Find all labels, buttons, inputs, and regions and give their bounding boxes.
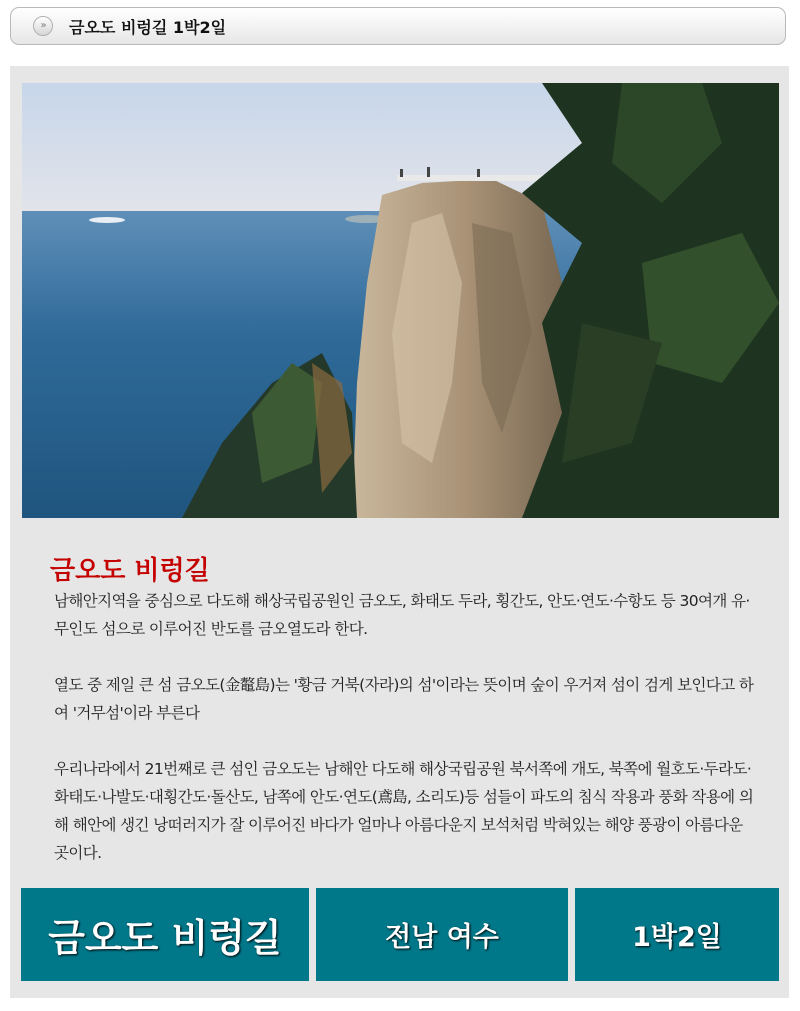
section-title: 금오도 비렁길 [50, 556, 210, 586]
duration-cell: 1박2일 [575, 888, 779, 981]
coastal-cliff-photo [22, 83, 779, 518]
trail-name-cell: 금오도 비렁길 [21, 888, 309, 981]
page-title: 금오도 비렁길 1박2일 [69, 18, 227, 37]
description-paragraph: 남해안지역을 중심으로 다도해 해상국립공원인 금오도, 화태도 두라, 횡간도, 안도·연도·수항도 등 30여개 유· 무인도 섬으로 이루어진 반도를 금오열도라 한다. [54, 592, 750, 638]
title-bar [10, 7, 786, 45]
region-cell: 전남 여수 [316, 888, 568, 981]
description-paragraph: 우리나라에서 21번째로 큰 섬인 금오도는 남해안 다도해 해상국립공원 북서쪽에 개도, 북쪽에 월호도·두라도·화태도·나발도·대횡간도·돌산도, 남쪽에 안도·연도(鳶島, 소리도)등 섬들이 파도의 침식 작용과 풍화 작용에 의해 해안에 생긴 낭떠러지가 잘 이루어진 바다가 얼마나 아름다운지 보석처럼 박혀있는 해양 풍광이 아름다운 곳이다. [54, 760, 754, 862]
double-chevron-right-icon[interactable]: » [33, 16, 53, 36]
description-paragraph: 열도 중 제일 큰 섬 금오도(金鼇島)는 '황금 거북(자라)의 섬'이라는 뜻이며 숲이 우거져 섬이 검게 보인다고 하여 '거무섬'이라 부른다 [54, 676, 754, 722]
info-footer [21, 888, 779, 981]
description [54, 587, 754, 895]
content-panel [10, 66, 789, 998]
